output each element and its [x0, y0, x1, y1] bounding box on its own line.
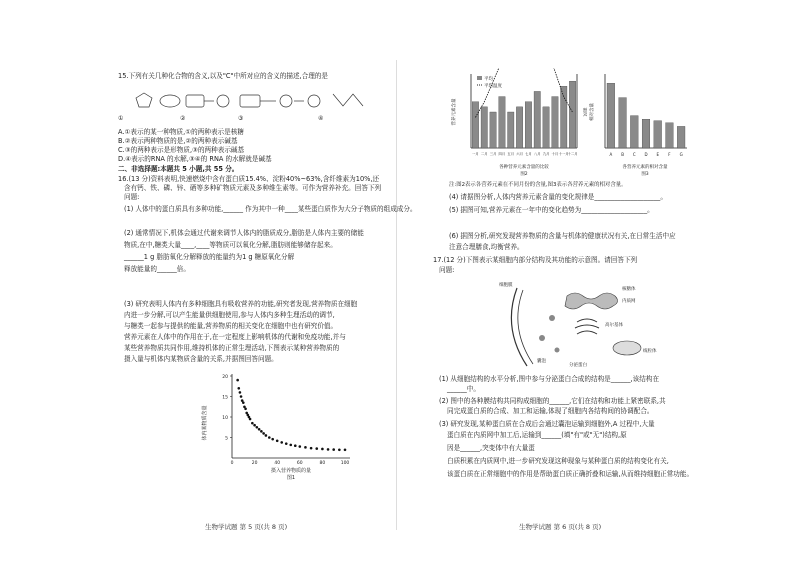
fig3-xcaption: 各营养元素的相对含量: [622, 165, 668, 170]
fig2-caption: 图2: [520, 172, 528, 177]
vesicle-shape: [555, 348, 560, 353]
scatter-ylabel: 体内某物质含量: [202, 405, 208, 441]
q17-line: 17.(12 分)下图表示某细胞内部分结构及其功能的示意图。请回答下列: [433, 256, 638, 264]
fig2-x-tick-label: 十月: [551, 152, 559, 156]
scatter-point: [285, 442, 288, 445]
scatter-point: [327, 448, 330, 451]
label-ribosome: 核糖体: [622, 287, 636, 292]
q16-line: (3) 研究表明人体内有多种细胞具有吸收营养的功能,研究者发现,营养物质在细胞: [124, 300, 358, 308]
fig3-caption: 图3: [641, 172, 649, 177]
scatter-point: [268, 436, 271, 439]
fig3-x-tick-label: C: [632, 152, 636, 157]
x-tick-label: 60: [296, 461, 303, 466]
fig2-x-tick-label: 八月: [533, 152, 541, 156]
er-shape: [565, 293, 618, 309]
fig3-x-tick-label: F: [668, 152, 671, 157]
scatter-point: [237, 387, 240, 390]
scatter-point: [294, 444, 297, 447]
fig2-bar: [552, 97, 558, 148]
golgi-shape: [575, 319, 599, 334]
fig2-bar: [569, 81, 575, 148]
svg-text:①: ①: [118, 115, 124, 122]
scatter-point: [276, 439, 279, 442]
scatter-point: [244, 408, 247, 411]
fig3-bar: [619, 98, 627, 148]
q16-line: 问题:: [124, 193, 140, 201]
fig2-x-tick-label: 一月: [472, 152, 479, 156]
legend-swatch-bar: [477, 76, 482, 80]
mitochondrion-shape: [613, 341, 641, 355]
q16-cont-line: (4) 请据图分析,人体内营养元素含量的变化规律是____________________。: [449, 193, 667, 201]
fig2-bar: [516, 107, 522, 148]
legend-bar-label: 平均: [484, 77, 493, 82]
q17-question: 因是______,突变体中有大量蛋: [447, 444, 535, 452]
fig2-x-tick-label: 四月: [498, 152, 506, 156]
q17-question: (1) 从细胞结构的水平分析,图中参与分泌蛋白合成的结构是______,该结构在: [439, 375, 660, 383]
q16-cont-line: 注意合理膳食,均衡营养。: [449, 243, 524, 251]
scatter-point: [271, 438, 274, 441]
x-tick-label: 40: [274, 461, 281, 466]
q16-line: 含有钙、铁、磷、锌、硒等多种矿物质元素及多种维生素等。可作为营养补充。回答下列: [124, 184, 382, 192]
q15-option-b: B.②表示两种物质的是,②的两种表示碱基: [118, 137, 238, 145]
fig3-x-tick-label: E: [656, 152, 659, 157]
label-secretory-protein: 分泌蛋白: [569, 363, 587, 368]
fig2-x-tick-label: 九月: [542, 152, 550, 156]
y-tick-label: 5: [225, 436, 228, 442]
section-heading: 二、非选择题:本题共 5 小题,共 55 分。: [118, 165, 239, 173]
scatter-point: [236, 379, 239, 382]
label-mitochondrion: 线粒体: [643, 349, 657, 354]
fig2-xcaption: 各种营养元素含量的比较: [499, 165, 549, 170]
fig2-x-tick-label: 十一月: [558, 152, 569, 156]
label-golgi: 高尔基体: [605, 323, 623, 328]
fig2-bar: [499, 97, 505, 148]
q15-option-a: A.①表示的某一种物质,①的两种表示是核糖: [118, 128, 244, 136]
q17-line: 问题:: [439, 266, 455, 274]
q16-line: 16.(13 分)资料表明,快速燃烧中含有蛋白质15.4%、淀粉40%~63%,含纤维素为10%,还: [118, 175, 380, 183]
fig2-x-tick-label: 七月: [525, 152, 532, 156]
q16-line: 物质,在中,糖类大量____,____等物质可以氧化分解,脂肪则能够储存起来。: [124, 241, 337, 249]
q16-cont-line: 注:图2表示各营养元素在不同月份的含量,图3表示各营养元素的相对含量。: [449, 182, 627, 188]
fig2-x-tick-label: 三月: [489, 152, 497, 156]
fig3-bar: [630, 116, 638, 148]
q17-question: (3) 研究发现,某种蛋白质在合成后会通过囊泡运输到细胞外,A 过程中,大量: [439, 420, 655, 428]
left-footer: 生物学试题 第 5 页(共 8 页): [205, 523, 288, 531]
q16-line: 与糖类一起参与提供的能量,营养物质的相关变化在细胞中也有研究价值。: [124, 322, 338, 330]
q16-line: (1) 人体中的蛋白质具有多种功能,______ 作为其中一种____某些蛋白质作为大分子物质的组成成分。: [124, 205, 417, 213]
x-tick-label: 80: [319, 461, 326, 466]
y-tick-label: 20: [222, 375, 228, 380]
q16-line: 某些营养物质共同作用,维持机体的正常生理活动,下图表示某种营养物质的: [124, 344, 340, 352]
scatter-point: [240, 395, 243, 398]
label-vesicle: 囊泡: [537, 359, 546, 364]
y-tick-label: 10: [222, 416, 228, 421]
scatter-point: [242, 401, 245, 404]
q16-cont-line: (6) 据图分析,研究发现营养物质的含量与机体的健康状况有关,在日常生活中应: [449, 232, 676, 240]
fig2-ylabel: 营养元素含量: [452, 98, 457, 126]
q16-line: (2) 通常情况下,机体会通过代谢来调节人体内的脂质成分,脂肪是人体内主要的储能: [124, 229, 364, 237]
scatter-fig-label: 图1: [286, 475, 296, 480]
scatter-point: [332, 448, 335, 451]
cell-diagram: [497, 278, 677, 370]
fig3-bar: [654, 121, 662, 148]
fig3-ylabel: 相对含量: [590, 103, 595, 121]
y-tick-label: 15: [222, 395, 228, 401]
scatter-point: [315, 447, 318, 450]
label-er: 内质网: [622, 299, 636, 304]
scatter-point: [310, 447, 313, 450]
fig3-x-tick-label: D: [644, 152, 648, 157]
q17-question: ______中。: [447, 385, 480, 393]
fig3-x-tick-label: A: [609, 152, 613, 157]
fig2-bar: [561, 86, 567, 148]
scatter-point: [265, 434, 268, 437]
fig3-bar: [666, 123, 674, 148]
q16-line: 内进一步分解,可以产生能量供细胞使用,参与人体内多种生理活动的调节,: [124, 311, 335, 319]
svg-text:④: ④: [318, 115, 324, 122]
scatter-point: [256, 426, 259, 429]
fig3-bar: [677, 126, 685, 148]
scatter-point: [338, 449, 341, 452]
vesicle-shape: [539, 335, 545, 341]
scatter-point: [280, 441, 283, 444]
fig2-x-tick-label: 十二月: [567, 152, 578, 156]
fig2-y2label: 温度: [582, 107, 587, 117]
scatter-point: [304, 446, 307, 449]
label-cell-membrane: 细胞膜: [499, 283, 513, 288]
q16-line: 释放能量的______倍。: [124, 265, 190, 273]
scatter-point: [262, 432, 265, 435]
scatter-point: [251, 422, 254, 425]
scatter-xlabel: 摄入营养物质的量: [270, 468, 312, 474]
q17-question: 白质积累在内质网中,进一步研究发现这种现象与某种蛋白质的结构变化有关,: [447, 457, 669, 465]
fig2-bar: [490, 112, 496, 148]
scatter-point: [258, 428, 261, 431]
scatter-chart: [200, 368, 360, 480]
scatter-point: [253, 424, 256, 427]
legend-line-label: 平均温度: [484, 84, 502, 89]
fig3-bar: [642, 119, 650, 148]
fig2-bar: [481, 107, 487, 148]
svg-text:②: ②: [180, 115, 186, 122]
scatter-point: [239, 391, 242, 394]
x-tick-label: 20: [251, 461, 258, 466]
scatter-point: [289, 444, 292, 447]
scatter-point: [249, 418, 252, 421]
q16-line: ______1 g 脂肪氧化分解释放的能量约为1 g 糖原氧化分解: [124, 253, 295, 261]
q15-stem: 15.下列有关几种化合物的含义,以及"C"中所对应的含义的描述,合理的是: [118, 72, 328, 80]
q17-question: 该蛋白质在正常细胞中的作用是帮助蛋白质正确折叠和运输,从而维持细胞正常功能。: [447, 470, 694, 478]
x-tick-label: 0: [230, 461, 234, 466]
fig2-bar: [525, 102, 531, 148]
fig3-x-tick-label: B: [621, 152, 624, 157]
cell-membrane-shape: [511, 288, 527, 366]
scatter-point: [344, 449, 347, 452]
fig2-bar: [508, 112, 514, 148]
right-page: [397, 0, 794, 562]
bar-line-chart: [447, 68, 587, 178]
q17-question: 蛋白质在内质网中加工后,运输到______(填"有"或"无")结构,原: [447, 431, 627, 439]
fig3-bar: [607, 83, 615, 148]
q15-diagram: [118, 86, 378, 126]
q17-question: 同完成蛋白质的合成、加工和运输,体现了细胞内各结构间的协调配合。: [447, 407, 654, 415]
scatter-point: [321, 448, 324, 451]
q16-line: 摄入量与机体内某物质含量的关系,并据图回答问题。: [124, 355, 278, 363]
fig2-bar: [543, 107, 549, 148]
q16-line: 营养元素在人体中的作用在于,在一定程度上影响机体的代谢和免疫功能,并与: [124, 333, 346, 341]
q15-option-c: C.③的两种表示是形物质,③的两种表示碱基: [118, 146, 245, 154]
fig3-x-tick-label: G: [679, 152, 683, 157]
vesicle-shape: [549, 315, 555, 321]
fig2-x-tick-label: 五月: [507, 152, 515, 156]
scatter-point: [260, 430, 263, 433]
fig2-x-tick-label: 六月: [516, 152, 523, 156]
scatter-point: [299, 445, 302, 448]
fig2-bar: [534, 91, 540, 148]
x-tick-label: 100: [340, 461, 350, 466]
q17-question: (2) 图中的各种膜结构共同构成细胞的______,它们在结构和功能上紧密联系,共: [439, 397, 666, 405]
q16-cont-line: (5) 据图可知,营养元素在一年中的变化趋势为____________________。: [449, 206, 654, 214]
bar-chart: [587, 68, 697, 178]
q15-option-d: D.④表示的RNA 的水解,③④的 RNA 的水解就是碱基: [118, 155, 272, 163]
right-footer: 生物学试题 第 6 页(共 8 页): [519, 523, 602, 531]
fig2-bar: [472, 102, 478, 148]
fig2-x-tick-label: 二月: [480, 152, 488, 156]
svg-text:③: ③: [238, 115, 244, 122]
